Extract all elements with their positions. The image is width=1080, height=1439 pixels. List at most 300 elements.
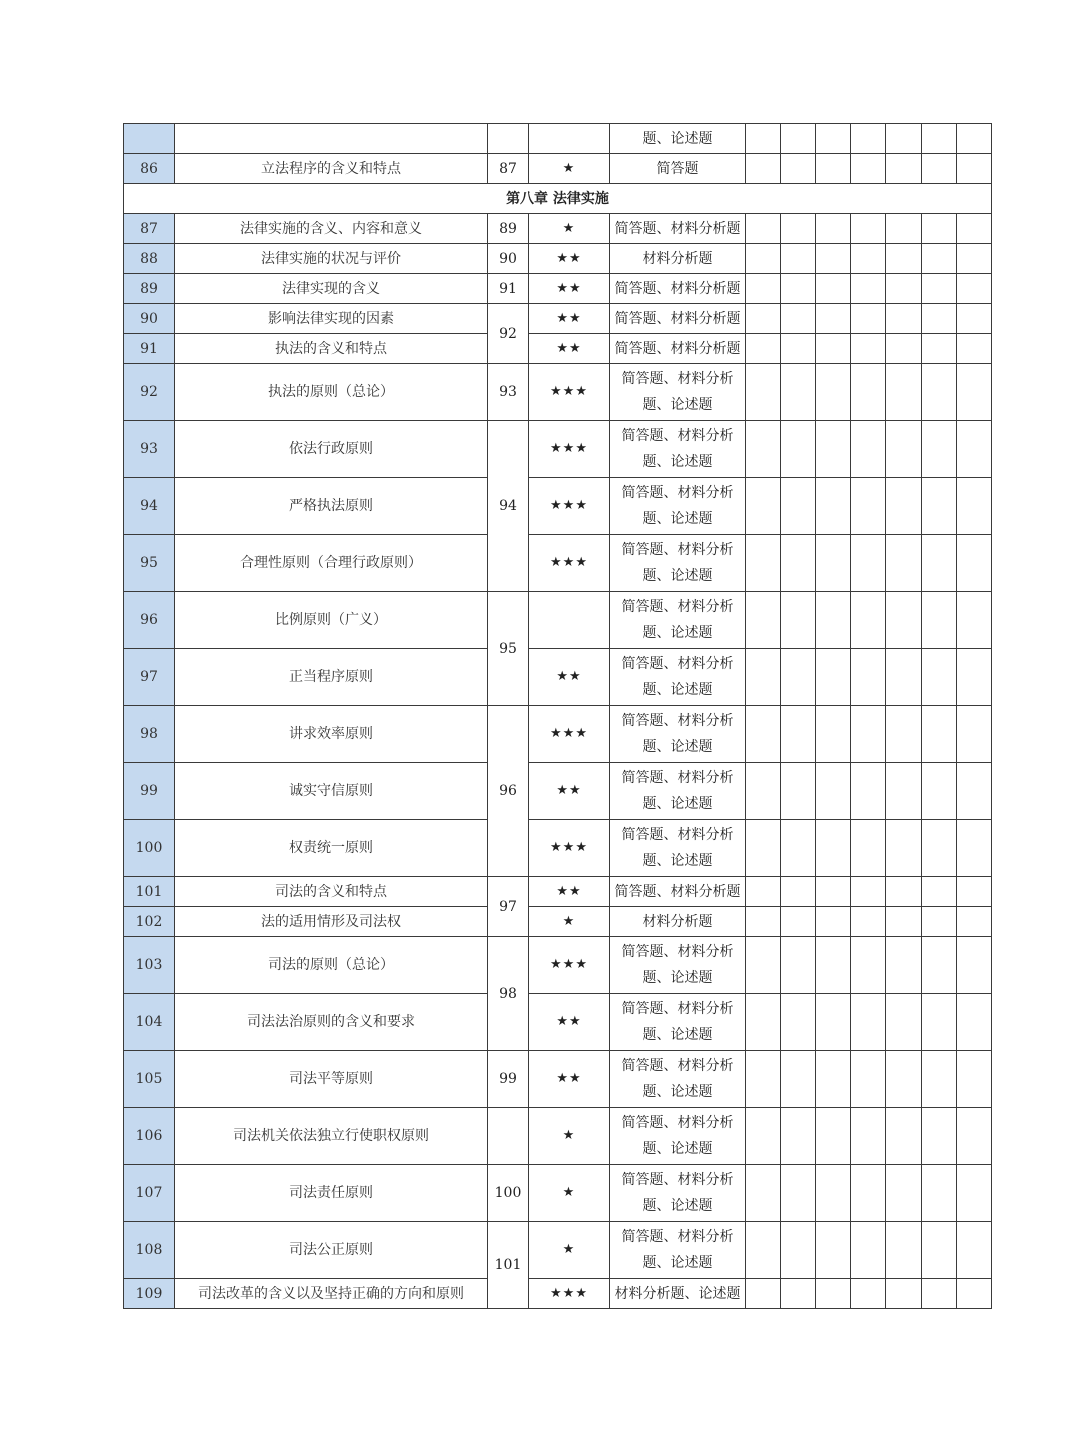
check-cell (746, 706, 781, 763)
check-cell (957, 1165, 992, 1222)
page-cell: 101 (488, 1222, 529, 1309)
check-cell (781, 1222, 816, 1279)
check-cell (957, 820, 992, 877)
check-cell (816, 478, 851, 535)
table-row (124, 877, 992, 907)
check-cell (922, 214, 957, 244)
check-cell (781, 1279, 816, 1309)
check-cell (957, 154, 992, 184)
check-cell (816, 907, 851, 937)
check-cell (781, 937, 816, 994)
check-cell (781, 274, 816, 304)
check-cell (851, 478, 886, 535)
stars-cell: ★★ (529, 649, 610, 706)
table-row (124, 1222, 992, 1279)
check-cell (886, 907, 922, 937)
check-cell (957, 592, 992, 649)
check-cell (746, 334, 781, 364)
question-type-cell: 简答题、材料分析题、论述题 (610, 649, 746, 706)
check-cell (816, 334, 851, 364)
question-type-cell: 简答题、材料分析题 (610, 274, 746, 304)
check-cell (922, 649, 957, 706)
check-cell (922, 478, 957, 535)
stars-cell: ★ (529, 1108, 610, 1165)
check-cell (851, 1108, 886, 1165)
check-cell (851, 820, 886, 877)
topic-cell: 严格执法原则 (175, 478, 488, 535)
table-row (124, 907, 992, 937)
check-cell (746, 421, 781, 478)
check-cell (851, 421, 886, 478)
check-cell (816, 763, 851, 820)
check-cell (922, 535, 957, 592)
check-cell (922, 1222, 957, 1279)
check-cell (851, 154, 886, 184)
check-cell (781, 478, 816, 535)
stars-cell (529, 124, 610, 154)
table-row (124, 1051, 992, 1108)
row-number: 100 (124, 820, 175, 877)
stars-cell: ★ (529, 154, 610, 184)
page-cell: 87 (488, 154, 529, 184)
row-number: 108 (124, 1222, 175, 1279)
row-number: 96 (124, 592, 175, 649)
check-cell (886, 154, 922, 184)
check-cell (781, 592, 816, 649)
check-cell (922, 907, 957, 937)
check-cell (816, 214, 851, 244)
check-cell (957, 304, 992, 334)
check-cell (886, 649, 922, 706)
question-type-cell: 简答题、材料分析题 (610, 214, 746, 244)
page-cell: 99 (488, 1051, 529, 1108)
check-cell (746, 1165, 781, 1222)
table-row (124, 535, 992, 592)
check-cell (746, 535, 781, 592)
topic-cell: 司法责任原则 (175, 1165, 488, 1222)
check-cell (746, 763, 781, 820)
question-type-cell: 简答题、材料分析题、论述题 (610, 1051, 746, 1108)
check-cell (816, 244, 851, 274)
check-cell (746, 1051, 781, 1108)
table-row (124, 304, 992, 334)
table-row (124, 592, 992, 649)
row-number: 104 (124, 994, 175, 1051)
topic-cell: 法律实现的含义 (175, 274, 488, 304)
check-cell (746, 1279, 781, 1309)
topic-cell: 权责统一原则 (175, 820, 488, 877)
check-cell (851, 1051, 886, 1108)
check-cell (746, 937, 781, 994)
check-cell (922, 304, 957, 334)
check-cell (746, 1108, 781, 1165)
topic-cell: 司法的原则（总论） (175, 937, 488, 994)
stars-cell: ★★★ (529, 1279, 610, 1309)
row-number: 90 (124, 304, 175, 334)
question-type-cell: 简答题、材料分析题、论述题 (610, 820, 746, 877)
topic-cell: 执法的原则（总论） (175, 364, 488, 421)
check-cell (886, 592, 922, 649)
check-cell (816, 274, 851, 304)
topic-cell: 法的适用情形及司法权 (175, 907, 488, 937)
check-cell (922, 763, 957, 820)
check-cell (957, 1051, 992, 1108)
question-type-cell: 题、论述题 (610, 124, 746, 154)
topic-cell: 正当程序原则 (175, 649, 488, 706)
check-cell (957, 124, 992, 154)
question-type-cell: 简答题 (610, 154, 746, 184)
stars-cell: ★★★ (529, 937, 610, 994)
check-cell (922, 994, 957, 1051)
table-row (124, 1279, 992, 1309)
question-type-cell: 简答题、材料分析题、论述题 (610, 478, 746, 535)
check-cell (922, 877, 957, 907)
check-cell (781, 154, 816, 184)
row-number: 93 (124, 421, 175, 478)
check-cell (886, 304, 922, 334)
check-cell (816, 1279, 851, 1309)
table-row (124, 421, 992, 478)
topic-cell: 司法平等原则 (175, 1051, 488, 1108)
check-cell (922, 937, 957, 994)
check-cell (922, 820, 957, 877)
check-cell (922, 1108, 957, 1165)
stars-cell: ★★★ (529, 478, 610, 535)
check-cell (886, 1279, 922, 1309)
row-number: 98 (124, 706, 175, 763)
page-cell: 91 (488, 274, 529, 304)
check-cell (957, 907, 992, 937)
page-cell: 89 (488, 214, 529, 244)
row-number: 95 (124, 535, 175, 592)
check-cell (816, 304, 851, 334)
check-cell (922, 154, 957, 184)
check-cell (922, 706, 957, 763)
check-cell (957, 877, 992, 907)
check-cell (781, 820, 816, 877)
check-cell (746, 907, 781, 937)
check-cell (816, 820, 851, 877)
check-cell (816, 535, 851, 592)
stars-cell: ★★ (529, 763, 610, 820)
question-type-cell: 简答题、材料分析题 (610, 334, 746, 364)
stars-cell: ★★ (529, 244, 610, 274)
check-cell (851, 877, 886, 907)
check-cell (851, 649, 886, 706)
row-number: 101 (124, 877, 175, 907)
question-type-cell: 简答题、材料分析题 (610, 877, 746, 907)
table-row (124, 214, 992, 244)
chapter-row (124, 184, 992, 214)
topic-cell: 司法公正原则 (175, 1222, 488, 1279)
page-cell: 94 (488, 421, 529, 592)
stars-cell: ★ (529, 907, 610, 937)
stars-cell: ★★★ (529, 706, 610, 763)
row-number (124, 124, 175, 154)
check-cell (851, 214, 886, 244)
topic-cell: 司法机关依法独立行使职权原则 (175, 1108, 488, 1165)
table-row (124, 244, 992, 274)
check-cell (922, 592, 957, 649)
check-cell (816, 1165, 851, 1222)
topic-cell: 合理性原则（合理行政原则） (175, 535, 488, 592)
check-cell (886, 763, 922, 820)
table-row (124, 1165, 992, 1222)
check-cell (886, 421, 922, 478)
row-number: 109 (124, 1279, 175, 1309)
study-outline-table (123, 123, 992, 1309)
check-cell (886, 1108, 922, 1165)
question-type-cell: 简答题、材料分析题、论述题 (610, 535, 746, 592)
row-number: 92 (124, 364, 175, 421)
check-cell (851, 124, 886, 154)
page-cell (488, 124, 529, 154)
check-cell (886, 1165, 922, 1222)
row-number: 87 (124, 214, 175, 244)
check-cell (851, 706, 886, 763)
check-cell (781, 421, 816, 478)
table-row (124, 649, 992, 706)
check-cell (816, 124, 851, 154)
question-type-cell: 材料分析题 (610, 244, 746, 274)
stars-cell: ★★ (529, 334, 610, 364)
row-number: 97 (124, 649, 175, 706)
chapter-title: 第八章 法律实施 (124, 184, 992, 214)
question-type-cell: 简答题、材料分析题、论述题 (610, 994, 746, 1051)
check-cell (851, 994, 886, 1051)
check-cell (851, 907, 886, 937)
topic-cell: 司法改革的含义以及坚持正确的方向和原则 (175, 1279, 488, 1309)
check-cell (746, 1222, 781, 1279)
stars-cell: ★ (529, 1165, 610, 1222)
topic-cell: 比例原则（广义） (175, 592, 488, 649)
topic-cell: 影响法律实现的因素 (175, 304, 488, 334)
check-cell (922, 124, 957, 154)
table-row (124, 1108, 992, 1165)
page-cell: 92 (488, 304, 529, 364)
page-cell: 97 (488, 877, 529, 937)
check-cell (886, 478, 922, 535)
check-cell (886, 244, 922, 274)
topic-cell: 法律实施的状况与评价 (175, 244, 488, 274)
page-cell: 95 (488, 592, 529, 706)
question-type-cell: 简答题、材料分析题、论述题 (610, 1165, 746, 1222)
page-cell: 98 (488, 937, 529, 1051)
check-cell (816, 154, 851, 184)
check-cell (957, 1279, 992, 1309)
check-cell (886, 1051, 922, 1108)
check-cell (957, 1222, 992, 1279)
question-type-cell: 材料分析题 (610, 907, 746, 937)
table-row (124, 820, 992, 877)
check-cell (851, 592, 886, 649)
check-cell (746, 877, 781, 907)
check-cell (781, 535, 816, 592)
check-cell (781, 364, 816, 421)
question-type-cell: 简答题、材料分析题 (610, 304, 746, 334)
check-cell (851, 535, 886, 592)
check-cell (816, 364, 851, 421)
check-cell (957, 535, 992, 592)
check-cell (886, 535, 922, 592)
stars-cell: ★★ (529, 994, 610, 1051)
check-cell (746, 154, 781, 184)
check-cell (781, 649, 816, 706)
check-cell (957, 706, 992, 763)
check-cell (922, 274, 957, 304)
check-cell (816, 1222, 851, 1279)
check-cell (886, 994, 922, 1051)
check-cell (886, 364, 922, 421)
page-cell: 100 (488, 1165, 529, 1222)
stars-cell: ★★★ (529, 535, 610, 592)
topic-cell: 诚实守信原则 (175, 763, 488, 820)
check-cell (781, 706, 816, 763)
check-cell (957, 1108, 992, 1165)
check-cell (816, 421, 851, 478)
check-cell (816, 592, 851, 649)
check-cell (886, 124, 922, 154)
check-cell (957, 649, 992, 706)
check-cell (781, 214, 816, 244)
topic-cell: 立法程序的含义和特点 (175, 154, 488, 184)
check-cell (851, 274, 886, 304)
check-cell (957, 214, 992, 244)
stars-cell (529, 592, 610, 649)
table-row (124, 154, 992, 184)
check-cell (957, 421, 992, 478)
check-cell (957, 937, 992, 994)
topic-cell: 讲求效率原则 (175, 706, 488, 763)
table-row (124, 994, 992, 1051)
page-cell: 96 (488, 706, 529, 877)
row-number: 91 (124, 334, 175, 364)
check-cell (746, 994, 781, 1051)
stars-cell: ★★ (529, 1051, 610, 1108)
row-number: 99 (124, 763, 175, 820)
question-type-cell: 简答题、材料分析题、论述题 (610, 421, 746, 478)
check-cell (851, 1279, 886, 1309)
check-cell (781, 994, 816, 1051)
page-cell: 93 (488, 364, 529, 421)
row-number: 105 (124, 1051, 175, 1108)
check-cell (886, 877, 922, 907)
stars-cell: ★★★ (529, 820, 610, 877)
check-cell (816, 937, 851, 994)
table-row (124, 334, 992, 364)
check-cell (816, 1051, 851, 1108)
check-cell (781, 334, 816, 364)
topic-cell: 依法行政原则 (175, 421, 488, 478)
topic-cell: 执法的含义和特点 (175, 334, 488, 364)
check-cell (746, 649, 781, 706)
stars-cell: ★★ (529, 877, 610, 907)
question-type-cell: 简答题、材料分析题、论述题 (610, 364, 746, 421)
stars-cell: ★ (529, 1222, 610, 1279)
check-cell (746, 304, 781, 334)
check-cell (746, 592, 781, 649)
check-cell (816, 1108, 851, 1165)
check-cell (886, 274, 922, 304)
topic-cell: 法律实施的含义、内容和意义 (175, 214, 488, 244)
check-cell (922, 1279, 957, 1309)
check-cell (851, 937, 886, 994)
check-cell (781, 124, 816, 154)
check-cell (816, 706, 851, 763)
stars-cell: ★★★ (529, 364, 610, 421)
question-type-cell: 简答题、材料分析题、论述题 (610, 1222, 746, 1279)
check-cell (922, 244, 957, 274)
question-type-cell: 简答题、材料分析题、论述题 (610, 706, 746, 763)
topic-cell (175, 124, 488, 154)
row-number: 86 (124, 154, 175, 184)
check-cell (886, 214, 922, 244)
check-cell (886, 706, 922, 763)
row-number: 94 (124, 478, 175, 535)
page-cell: 90 (488, 244, 529, 274)
check-cell (746, 124, 781, 154)
check-cell (957, 763, 992, 820)
row-number: 107 (124, 1165, 175, 1222)
stars-cell: ★★★ (529, 421, 610, 478)
check-cell (957, 994, 992, 1051)
check-cell (851, 763, 886, 820)
check-cell (886, 820, 922, 877)
check-cell (816, 877, 851, 907)
check-cell (781, 907, 816, 937)
check-cell (851, 1222, 886, 1279)
page-cell (488, 1108, 529, 1165)
check-cell (851, 1165, 886, 1222)
check-cell (746, 244, 781, 274)
check-cell (957, 478, 992, 535)
check-cell (851, 364, 886, 421)
check-cell (781, 877, 816, 907)
topic-cell: 司法法治原则的含义和要求 (175, 994, 488, 1051)
stars-cell: ★ (529, 214, 610, 244)
check-cell (851, 304, 886, 334)
check-cell (816, 649, 851, 706)
check-cell (746, 478, 781, 535)
table-row (124, 274, 992, 304)
table-row (124, 364, 992, 421)
check-cell (957, 334, 992, 364)
table-row (124, 124, 992, 154)
check-cell (851, 334, 886, 364)
row-number: 88 (124, 244, 175, 274)
check-cell (851, 244, 886, 274)
check-cell (781, 1051, 816, 1108)
check-cell (746, 274, 781, 304)
check-cell (781, 763, 816, 820)
row-number: 106 (124, 1108, 175, 1165)
check-cell (922, 1051, 957, 1108)
check-cell (746, 820, 781, 877)
check-cell (957, 364, 992, 421)
check-cell (746, 214, 781, 244)
table-row (124, 478, 992, 535)
row-number: 89 (124, 274, 175, 304)
check-cell (922, 334, 957, 364)
check-cell (886, 1222, 922, 1279)
question-type-cell: 简答题、材料分析题、论述题 (610, 592, 746, 649)
question-type-cell: 简答题、材料分析题、论述题 (610, 937, 746, 994)
check-cell (957, 244, 992, 274)
check-cell (816, 994, 851, 1051)
question-type-cell: 简答题、材料分析题、论述题 (610, 763, 746, 820)
check-cell (781, 244, 816, 274)
check-cell (922, 364, 957, 421)
